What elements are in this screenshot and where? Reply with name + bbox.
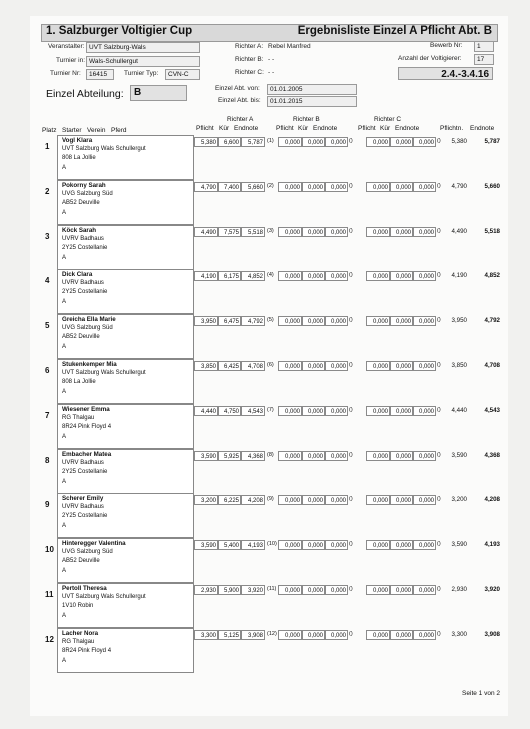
a-kuer-cell: 6,175 [218,271,241,281]
a-kuer-cell: 6,225 [218,495,241,505]
c-endnote-cell: 0,000 [413,182,436,192]
c-kuer-cell: 0,000 [390,630,413,640]
pflichtnote: 4,190 [451,272,467,280]
b-kuer-cell: 0,000 [302,316,325,326]
participant-name: Embacher Matea [62,450,112,458]
a-pflicht-cell: 4,790 [194,182,218,192]
a-rank-note: (6) [267,362,274,368]
a-pflicht-cell: 3,590 [194,540,218,550]
a-pflicht-cell: 4,440 [194,406,218,416]
result-row [41,268,500,313]
participant-name: Hinteregger Valentina [62,540,126,548]
abt-bis-field: 01.01.2015 [267,96,357,107]
participant-box [57,493,194,538]
abt-bis-label: Einzel Abt. bis: [218,97,261,104]
participant-class: A [62,299,67,306]
b-rank-note: () [349,317,353,324]
col-richter-c: Richter C [374,116,402,123]
participant-horse: 8R24 Pink Floyd 4 [62,647,112,654]
result-row [41,313,500,358]
participant-class: A [62,478,67,485]
rank: 12 [45,634,54,644]
b-kuer-cell: 0,000 [302,406,325,416]
endnote-total: 3,908 [484,630,500,638]
c-endnote-cell: 0,000 [413,361,436,371]
a-rank-note: (11) [267,586,277,592]
b-rank-note: () [349,630,353,637]
c-pflicht-cell: 0,000 [366,361,390,371]
col-b-pflicht: Pflicht [276,125,294,132]
date-range: 2.4.-3.4.16 [398,67,493,80]
b-endnote-cell: 0,000 [325,316,348,326]
rank: 8 [45,455,50,465]
participant-horse: 2Y25 Costellanie [62,244,108,251]
pflichtnote: 3,850 [451,362,467,369]
richter-a-label: Richter A: [235,43,264,50]
a-endnote-cell: 5,787 [241,137,265,147]
richter-c-value: - - [268,69,275,76]
c-endnote-cell: 0,000 [413,630,436,640]
a-endnote-cell: 4,543 [241,406,265,416]
participant-horse: 808 La Jollie [62,155,96,161]
participant-class: A [62,165,67,171]
a-kuer-cell: 4,750 [218,406,241,416]
b-pflicht-cell: 0,000 [278,451,302,461]
abteilung-field: B [130,85,187,101]
list-title: Ergebnisliste Einzel A Pflicht Abt. B [297,25,492,37]
participant-name: Pertoll Theresa [62,585,107,592]
a-kuer-cell: 7,400 [218,182,241,192]
c-pflicht-cell: 0,000 [366,406,390,416]
b-rank-note: () [349,182,353,189]
participant-horse: 2Y25 Costellanie [62,468,108,475]
endnote-total: 5,518 [484,227,500,235]
participant-box [57,314,194,359]
c-endnote-cell: 0,000 [413,585,436,595]
a-endnote-cell: 3,908 [241,630,265,640]
col-verein: Verein [87,127,106,134]
c-pflicht-cell: 0,000 [366,451,390,461]
a-rank-note: (9) [267,496,274,503]
a-kuer-cell: 5,925 [218,451,241,461]
participant-club: UVT Salzburg Wals Schullergut [62,370,146,376]
b-kuer-cell: 0,000 [302,585,325,595]
endnote-total: 4,208 [484,496,500,504]
participant-horse: 2Y25 Costellanie [62,289,108,296]
c-kuer-cell: 0,000 [390,406,413,416]
a-pflicht-cell: 5,380 [194,137,218,147]
b-pflicht-cell: 0,000 [278,227,302,237]
result-row [41,224,500,269]
b-endnote-cell: 0,000 [325,137,348,147]
participant-box [57,449,194,494]
c-pflicht-cell: 0,000 [366,316,390,326]
b-pflicht-cell: 0,000 [278,495,302,505]
participant-name: Pokorny Sarah [62,181,106,189]
rank: 4 [45,276,50,286]
participant-name: Dick Clara [62,271,93,279]
participant-class: A [62,209,67,216]
c-kuer-cell: 0,000 [390,271,413,281]
c-pflicht-cell: 0,000 [366,182,390,192]
participant-club: RG Thalgau [62,414,95,421]
col-starter: Starter [62,127,82,134]
bewerb-field: 1 [474,41,494,52]
rank: 7 [45,410,50,420]
participant-club: UVT Salzburg Wals Schullergut [62,146,146,152]
b-rank-note: () [349,138,353,144]
b-pflicht-cell: 0,000 [278,271,302,281]
a-pflicht-cell: 3,300 [194,630,218,640]
participant-class: A [62,433,67,440]
participant-box [57,180,194,225]
pflichtnote: 4,790 [451,182,467,190]
result-row [41,358,500,403]
c-pflicht-cell: 0,000 [366,540,390,550]
a-kuer-cell: 5,400 [218,540,241,550]
a-pflicht-cell: 4,490 [194,227,218,237]
participant-box [57,583,194,628]
b-pflicht-cell: 0,000 [278,406,302,416]
result-row [41,582,500,627]
rank: 5 [45,321,50,331]
pflichtnote: 3,950 [451,317,467,325]
participant-name: Lacher Nora [62,629,99,637]
b-endnote-cell: 0,000 [325,630,348,640]
c-endnote-cell: 0,000 [413,227,436,237]
rank: 2 [45,186,50,196]
c-rank-note: () [437,406,441,413]
participant-club: UVG Salzburg Süd [62,549,113,556]
pflichtnote: 3,300 [451,630,467,638]
b-kuer-cell: 0,000 [302,137,325,147]
participant-box [57,404,194,449]
b-endnote-cell: 0,000 [325,540,348,550]
c-kuer-cell: 0,000 [390,451,413,461]
pflichtnote: 4,490 [451,227,467,235]
c-kuer-cell: 0,000 [390,361,413,371]
c-rank-note: () [437,138,441,144]
a-rank-note: (4) [267,272,274,279]
richter-b-label: Richter B: [235,56,264,63]
participant-club: UVG Salzburg Süd [62,325,113,332]
a-pflicht-cell: 2,930 [194,585,218,595]
turnier-in-field: Wals-Schullergut [86,56,200,67]
participant-horse: 2Y25 Costellanie [62,513,108,520]
b-kuer-cell: 0,000 [302,361,325,371]
participant-class: A [62,344,67,351]
participant-club: RG Thalgau [62,638,95,645]
participant-name: Vogl Klara [62,137,93,144]
participant-horse: 1V10 Robin [62,603,94,609]
endnote-total: 4,543 [484,406,500,414]
col-richter-b: Richter B [293,116,320,123]
participant-box [57,538,194,583]
b-rank-note: () [349,451,353,458]
participant-horse: 8R24 Pink Floyd 4 [62,423,112,430]
result-row [41,492,500,537]
turnier-nr-field: 16415 [86,69,114,80]
b-rank-note: () [349,406,353,413]
a-pflicht-cell: 3,950 [194,316,218,326]
c-endnote-cell: 0,000 [413,271,436,281]
b-kuer-cell: 0,000 [302,495,325,505]
richter-a-value: Rebel Manfred [268,43,311,50]
a-rank-note: (8) [267,451,274,458]
pflichtnote: 3,200 [451,496,467,504]
participant-club: UVG Salzburg Süd [62,190,113,197]
participant-horse: AB52 Deuville [62,199,100,206]
b-endnote-cell: 0,000 [325,451,348,461]
col-endnote-total: Endnote [470,125,495,132]
participant-box [57,359,194,404]
b-endnote-cell: 0,000 [325,227,348,237]
b-kuer-cell: 0,000 [302,227,325,237]
col-platz: Platz [42,127,57,134]
abteilung-label: Einzel Abteilung: [46,88,124,100]
participant-name: Stukenkemper Mia [62,361,117,368]
participant-club: UVRV Badhaus [62,280,104,287]
c-rank-note: () [437,317,441,324]
anzahl-label: Anzahl der Voltigierer: [398,55,462,62]
b-pflicht-cell: 0,000 [278,630,302,640]
b-rank-note: () [349,496,353,503]
a-endnote-cell: 3,920 [241,585,265,595]
pflichtnote: 4,440 [451,406,467,414]
b-kuer-cell: 0,000 [302,271,325,281]
c-endnote-cell: 0,000 [413,137,436,147]
veranstalter-field: UVT Salzburg-Wals [86,42,200,53]
c-pflicht-cell: 0,000 [366,630,390,640]
result-row [41,537,500,582]
a-rank-note: (3) [267,227,274,234]
a-rank-note: (1) [267,138,274,144]
b-pflicht-cell: 0,000 [278,137,302,147]
b-endnote-cell: 0,000 [325,495,348,505]
participant-name: Köck Sarah [62,226,97,234]
a-rank-note: (10) [267,541,277,548]
participant-class: A [62,657,67,664]
pflichtnote: 2,930 [451,586,467,593]
c-endnote-cell: 0,000 [413,540,436,550]
c-endnote-cell: 0,000 [413,316,436,326]
richter-b-value: - - [268,56,275,63]
c-rank-note: () [437,586,441,592]
b-pflicht-cell: 0,000 [278,585,302,595]
turnier-typ-label: Turnier Typ: [124,70,159,77]
col-a-endnote: Endnote [234,125,259,132]
participant-class: A [62,523,67,530]
b-rank-note: () [349,586,353,592]
turnier-nr-label: Turnier Nr: [50,70,81,77]
col-richter-a: Richter A [227,116,254,123]
endnote-total: 4,193 [484,541,500,549]
b-pflicht-cell: 0,000 [278,361,302,371]
page-number: Seite 1 von 2 [462,690,500,697]
participant-class: A [62,613,67,619]
rank: 3 [45,231,50,241]
participant-name: Greicha Ella Marie [62,316,116,324]
a-endnote-cell: 4,193 [241,540,265,550]
b-endnote-cell: 0,000 [325,182,348,192]
col-a-pflicht: Pflicht [196,125,214,132]
c-endnote-cell: 0,000 [413,451,436,461]
participant-name: Scherer Emily [62,495,104,503]
pflichtnote: 3,590 [451,541,467,549]
participant-club: UVT Salzburg Wals Schullergut [62,594,146,600]
col-c-endnote: Endnote [395,125,420,132]
c-rank-note: () [437,227,441,234]
b-pflicht-cell: 0,000 [278,316,302,326]
participant-box [57,225,194,270]
participant-box [57,628,194,673]
c-rank-note: () [437,541,441,548]
b-rank-note: () [349,541,353,548]
rank: 11 [45,590,54,599]
a-kuer-cell: 5,900 [218,585,241,595]
c-kuer-cell: 0,000 [390,495,413,505]
c-pflicht-cell: 0,000 [366,271,390,281]
b-kuer-cell: 0,000 [302,451,325,461]
endnote-total: 5,787 [484,138,500,145]
c-kuer-cell: 0,000 [390,585,413,595]
veranstalter-label: Veranstalter: [48,43,85,50]
bewerb-label: Bewerb Nr: [430,42,463,49]
participant-horse: AB52 Deuville [62,334,100,341]
participant-class: A [62,568,67,575]
pflichtnote: 5,380 [451,138,467,145]
c-pflicht-cell: 0,000 [366,137,390,147]
c-rank-note: () [437,182,441,189]
participant-club: UVRV Badhaus [62,459,104,466]
b-rank-note: () [349,272,353,279]
a-rank-note: (2) [267,182,274,189]
a-kuer-cell: 6,425 [218,361,241,371]
anzahl-field: 17 [474,54,494,65]
b-endnote-cell: 0,000 [325,361,348,371]
participant-class: A [62,254,67,261]
c-endnote-cell: 0,000 [413,495,436,505]
result-row [41,448,500,493]
c-endnote-cell: 0,000 [413,406,436,416]
c-kuer-cell: 0,000 [390,316,413,326]
c-pflicht-cell: 0,000 [366,495,390,505]
pflichtnote: 3,590 [451,451,467,459]
endnote-total: 5,660 [484,182,500,190]
participant-club: UVRV Badhaus [62,235,104,242]
endnote-total: 4,852 [484,272,500,280]
a-endnote-cell: 5,660 [241,182,265,192]
rank: 10 [45,545,54,555]
c-rank-note: () [437,630,441,637]
turnier-in-label: Turnier in: [56,57,86,64]
result-row [41,403,500,448]
b-endnote-cell: 0,000 [325,585,348,595]
participant-box [57,269,194,314]
endnote-total: 4,792 [484,317,500,325]
a-rank-note: (12) [267,630,277,637]
competition-title: 1. Salzburger Voltigier Cup [46,25,193,37]
b-rank-note: () [349,227,353,234]
col-pferd: Pferd [111,127,127,134]
a-kuer-cell: 5,125 [218,630,241,640]
rank: 6 [45,366,50,375]
b-kuer-cell: 0,000 [302,540,325,550]
b-pflicht-cell: 0,000 [278,540,302,550]
c-rank-note: () [437,362,441,368]
col-a-kuer: Kür [219,125,230,132]
a-endnote-cell: 4,792 [241,316,265,326]
a-pflicht-cell: 3,200 [194,495,218,505]
a-endnote-cell: 4,368 [241,451,265,461]
c-pflicht-cell: 0,000 [366,227,390,237]
c-rank-note: () [437,451,441,458]
participant-club: UVRV Badhaus [62,504,104,511]
a-endnote-cell: 4,852 [241,271,265,281]
c-kuer-cell: 0,000 [390,137,413,147]
b-endnote-cell: 0,000 [325,406,348,416]
a-endnote-cell: 4,208 [241,495,265,505]
b-pflicht-cell: 0,000 [278,182,302,192]
a-endnote-cell: 4,708 [241,361,265,371]
participant-horse: AB52 Deuville [62,558,100,565]
result-row [41,627,500,672]
participant-horse: 808 La Jollie [62,379,96,385]
a-pflicht-cell: 3,850 [194,361,218,371]
endnote-total: 4,368 [484,451,500,459]
rank: 1 [45,142,50,151]
endnote-total: 3,920 [484,586,500,593]
abt-von-field: 01.01.2005 [267,84,357,95]
c-pflicht-cell: 0,000 [366,585,390,595]
a-rank-note: (5) [267,317,274,324]
richter-c-label: Richter C: [235,69,264,76]
col-b-endnote: Endnote [313,125,338,132]
c-rank-note: () [437,496,441,503]
rank: 9 [45,500,50,510]
c-kuer-cell: 0,000 [390,227,413,237]
c-kuer-cell: 0,000 [390,182,413,192]
a-pflicht-cell: 3,590 [194,451,218,461]
a-pflicht-cell: 4,190 [194,271,218,281]
a-endnote-cell: 5,518 [241,227,265,237]
a-kuer-cell: 6,600 [218,137,241,147]
turnier-typ-field: CVN-C [165,69,200,80]
result-row [41,179,500,224]
a-kuer-cell: 7,575 [218,227,241,237]
b-kuer-cell: 0,000 [302,182,325,192]
col-b-kuer: Kür [298,125,309,132]
participant-name: Wiesener Emma [62,405,110,413]
participant-box [57,135,194,180]
abt-von-label: Einzel Abt. von: [215,85,260,92]
b-kuer-cell: 0,000 [302,630,325,640]
a-kuer-cell: 6,475 [218,316,241,326]
b-rank-note: () [349,362,353,368]
b-endnote-cell: 0,000 [325,271,348,281]
participant-class: A [62,389,67,395]
endnote-total: 4,708 [484,362,500,369]
c-rank-note: () [437,272,441,279]
c-kuer-cell: 0,000 [390,540,413,550]
result-row [41,134,500,179]
col-pflichtn: Pflichtn. [440,125,464,132]
col-c-kuer: Kür [380,125,391,132]
col-c-pflicht: Pflicht [358,125,376,132]
a-rank-note: (7) [267,406,274,413]
